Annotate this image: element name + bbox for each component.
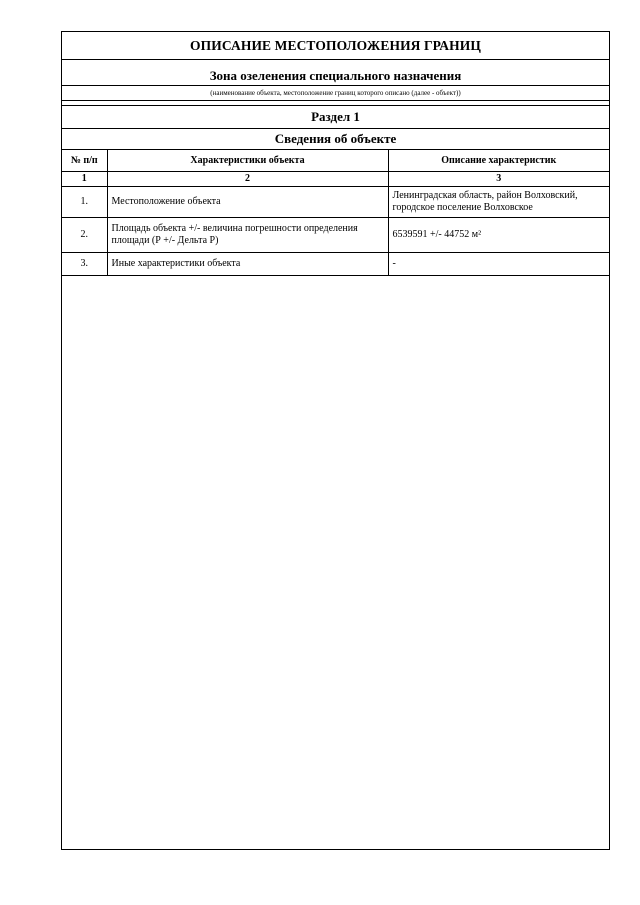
table-row [62, 187, 609, 218]
index-cell: 2 [107, 172, 388, 187]
row-number: 3. [62, 253, 107, 276]
object-info-table [62, 149, 609, 276]
index-cell: 1 [62, 172, 107, 187]
object-name: Зона озеленения специального назначения [209, 67, 462, 83]
row-characteristic: Местоположение объекта [107, 187, 388, 218]
table-index-row [62, 172, 609, 187]
row-number: 1. [62, 187, 107, 218]
section-title: Раздел 1 [62, 106, 609, 129]
index-cell: 3 [388, 172, 609, 187]
object-name-note: (наименование объекта, местоположение границ которого описано (далее - объект)) [62, 85, 609, 101]
row-characteristic: Иные характеристики объекта [107, 253, 388, 276]
document-title: ОПИСАНИЕ МЕСТОПОЛОЖЕНИЯ ГРАНИЦ [62, 32, 609, 60]
header-description: Описание характеристик [388, 150, 609, 172]
table-header-row [62, 150, 609, 172]
section-subtitle: Сведения об объекте [274, 131, 397, 146]
row-value: Ленинградская область, район Волховский, городское поселение Волховское [388, 187, 609, 218]
header-number: № п/п [62, 150, 107, 172]
table-row [62, 253, 609, 276]
document-frame [61, 31, 610, 850]
table-row [62, 218, 609, 253]
header-characteristic: Характеристики объекта [107, 150, 388, 172]
row-value: - [388, 253, 609, 276]
row-characteristic: Площадь объекта +/- величина погрешности определения площади (Р +/- Дельта Р) [107, 218, 388, 253]
row-value: 6539591 +/- 44752 м² [388, 218, 609, 253]
row-number: 2. [62, 218, 107, 253]
